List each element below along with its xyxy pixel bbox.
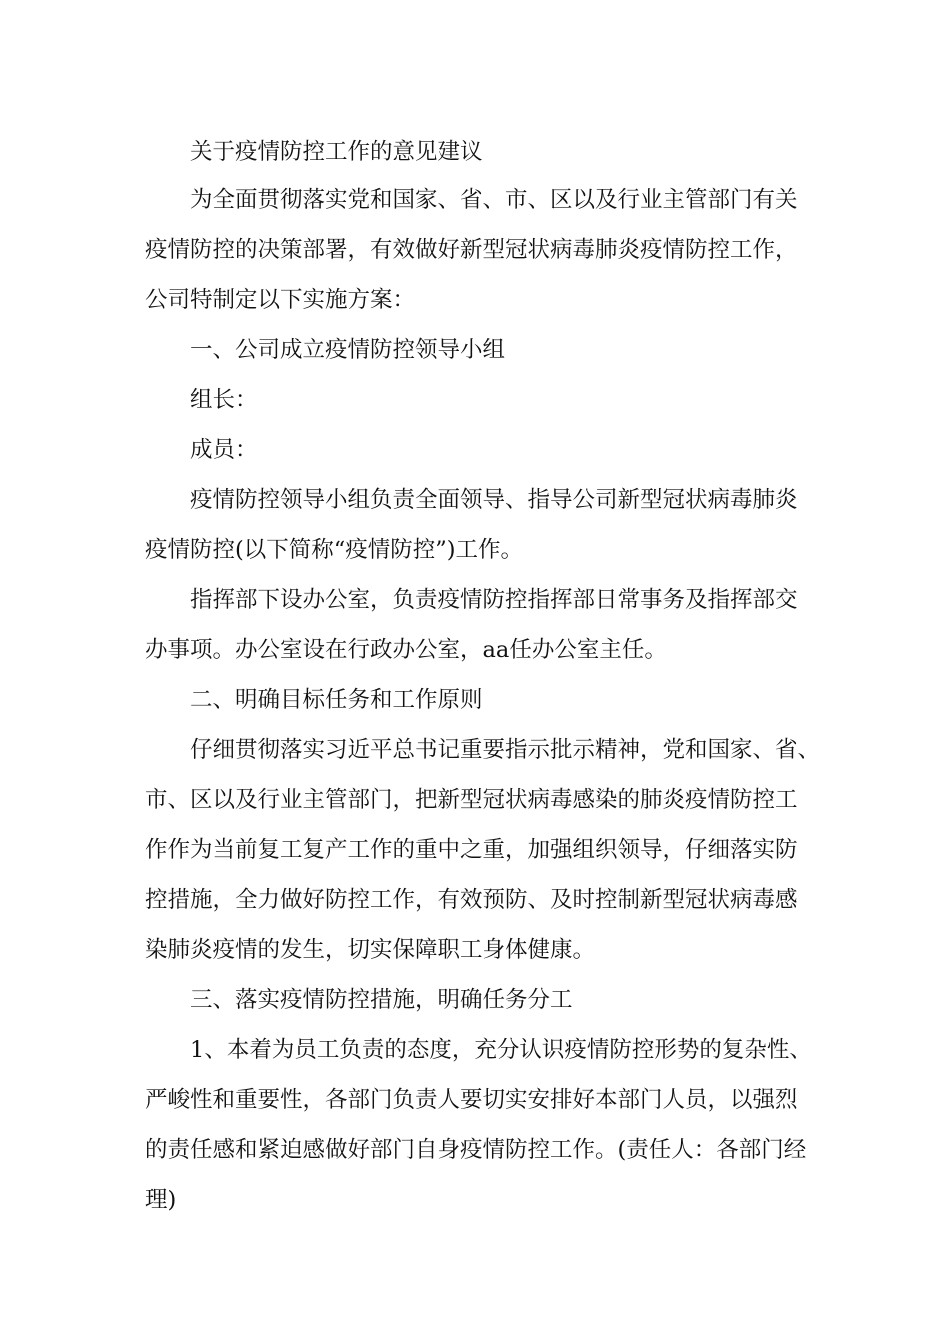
- document-title: 关于疫情防控工作的意见建议: [190, 139, 483, 165]
- paragraph-line: 疫情防控的决策部署，有效做好新型冠状病毒肺炎疫情防控工作，: [145, 237, 798, 263]
- paragraph-line: 严峻性和重要性，各部门负责人要切实安排好本部门人员，以强烈: [145, 1087, 798, 1113]
- paragraph-line: 控措施，全力做好防控工作，有效预防、及时控制新型冠状病毒感: [145, 887, 798, 913]
- paragraph-line: 疫情防控领导小组负责全面领导、指导公司新型冠状病毒肺炎: [190, 487, 798, 513]
- paragraph-line: 1、本着为员工负责的态度，充分认识疫情防控形势的复杂性、: [190, 1037, 812, 1063]
- paragraph-line: 办事项。办公室设在行政办公室，aa任办公室主任。: [145, 637, 667, 663]
- paragraph-line: 理): [145, 1187, 177, 1213]
- paragraph-line: 疫情防控(以下简称“疫情防控”)工作。: [145, 537, 524, 563]
- leader-label: 组长：: [190, 387, 258, 413]
- section-heading-1: 一、公司成立疫情防控领导小组: [190, 337, 506, 363]
- section-heading-2: 二、明确目标任务和工作原则: [190, 687, 483, 713]
- members-label: 成员：: [190, 437, 258, 463]
- paragraph-line: 为全面贯彻落实党和国家、省、市、区以及行业主管部门有关: [190, 187, 798, 213]
- paragraph-line: 指挥部下设办公室，负责疫情防控指挥部日常事务及指挥部交: [190, 587, 798, 613]
- section-heading-3: 三、落实疫情防控措施，明确任务分工: [190, 987, 573, 1013]
- paragraph-line: 的责任感和紧迫感做好部门自身疫情防控工作。(责任人：各部门经: [145, 1137, 807, 1163]
- paragraph-line: 公司特制定以下实施方案：: [145, 287, 416, 313]
- paragraph-line: 染肺炎疫情的发生，切实保障职工身体健康。: [145, 937, 596, 963]
- paragraph-line: 作作为当前复工复产工作的重中之重，加强组织领导，仔细落实防: [145, 837, 798, 863]
- paragraph-line: 市、区以及行业主管部门，把新型冠状病毒感染的肺炎疫情防控工: [145, 787, 798, 813]
- paragraph-line: 仔细贯彻落实习近平总书记重要指示批示精神，党和国家、省、: [190, 737, 821, 763]
